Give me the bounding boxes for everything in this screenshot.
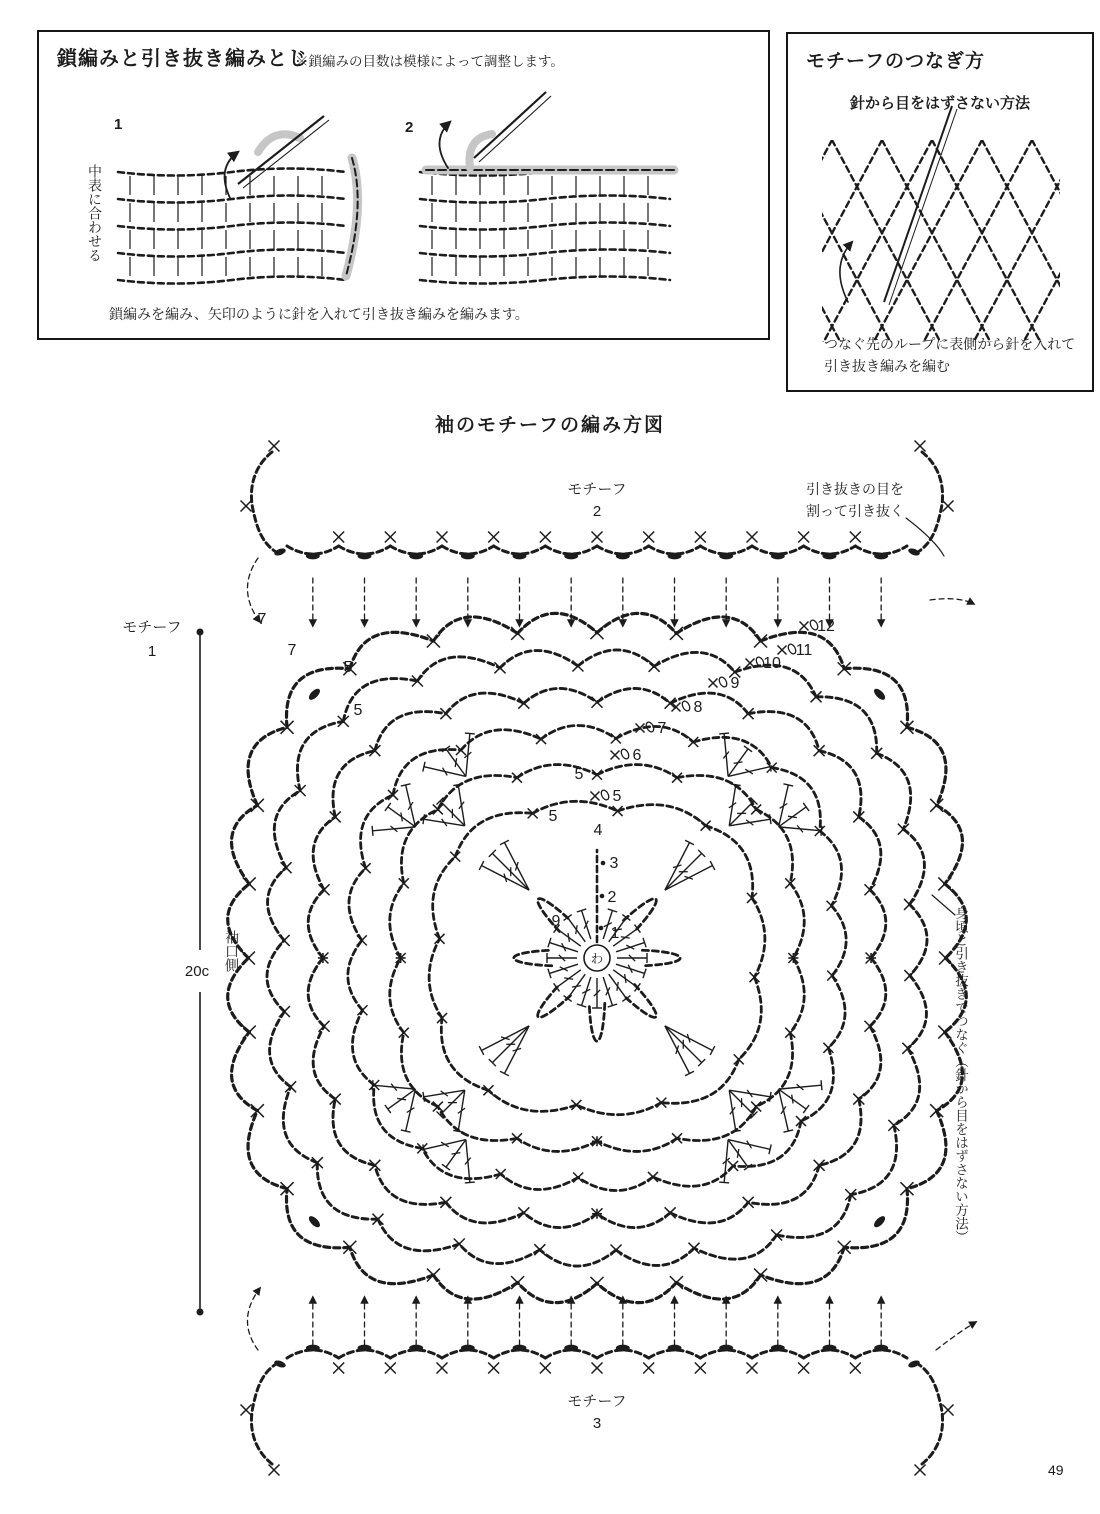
svg-text:2: 2 bbox=[607, 889, 617, 906]
svg-text:5: 5 bbox=[574, 766, 584, 783]
join-box-title: 鎖編みと引き抜き編みとじ bbox=[57, 48, 309, 70]
svg-text:5: 5 bbox=[548, 808, 558, 825]
connect-caption-line2: 引き抜き編みを編む bbox=[824, 357, 950, 374]
motif-bottom-label: モチーフ bbox=[567, 1393, 627, 1410]
motif-top-label: モチーフ bbox=[567, 481, 627, 498]
svg-text:11: 11 bbox=[795, 642, 813, 659]
measurement-label: 20c bbox=[184, 963, 210, 980]
svg-text:12: 12 bbox=[817, 618, 835, 635]
connect-box-subtitle: 針から目をはずさない方法 bbox=[849, 95, 1030, 112]
page-number: 49 bbox=[1048, 1462, 1064, 1478]
svg-text:8: 8 bbox=[693, 699, 703, 716]
motif-left-label: モチーフ bbox=[122, 619, 182, 636]
joining-bands bbox=[197, 441, 977, 1476]
svg-text:10: 10 bbox=[763, 655, 781, 672]
svg-text:9: 9 bbox=[730, 675, 740, 692]
body-join-annotation: 身頃と引き抜きでつなぐ（針から目をはずさない方法） bbox=[953, 906, 968, 1244]
svg-text:6: 6 bbox=[632, 747, 642, 764]
join-instruction-box bbox=[37, 30, 770, 340]
join-side-label: 中表に合わせる bbox=[87, 164, 103, 262]
annotation-topright-line2: 割って引き抜く bbox=[806, 503, 904, 519]
cuff-side-label: 袖口側 bbox=[224, 930, 240, 972]
figure-1-number: 1 bbox=[114, 116, 123, 133]
svg-text:5: 5 bbox=[612, 788, 622, 805]
annotation-topright-line1: 引き抜きの目を bbox=[806, 481, 904, 497]
join-box-caption: 鎖編みを編み、矢印のように針を入れて引き抜き編みを編みます。 bbox=[109, 306, 529, 322]
motif-bottom-number: 3 bbox=[592, 1415, 602, 1432]
svg-text:5: 5 bbox=[353, 702, 363, 719]
motif-left-number: 1 bbox=[147, 643, 157, 660]
connect-instruction-box bbox=[786, 32, 1094, 392]
motif-top-number: 2 bbox=[592, 503, 602, 520]
svg-text:9: 9 bbox=[551, 913, 561, 930]
join-box-note: ※鎖編みの目数は模様によって調整します。 bbox=[295, 54, 564, 69]
center-ring-label: わ bbox=[590, 952, 604, 966]
figure-2-number: 2 bbox=[405, 119, 414, 136]
svg-text:7: 7 bbox=[657, 720, 667, 737]
connect-box-title: モチーフのつなぎ方 bbox=[806, 51, 986, 72]
svg-text:1: 1 bbox=[610, 925, 620, 942]
svg-text:5: 5 bbox=[343, 659, 353, 676]
svg-text:4: 4 bbox=[593, 822, 603, 839]
connect-caption-line1: つなぐ先のループに表側から針を入れて bbox=[824, 336, 1076, 352]
connect-box-caption bbox=[824, 334, 1075, 377]
svg-text:7: 7 bbox=[257, 611, 267, 628]
svg-text:7: 7 bbox=[287, 642, 297, 659]
svg-text:3: 3 bbox=[609, 855, 619, 872]
chart-title: 袖のモチーフの編み方図 bbox=[434, 415, 666, 436]
